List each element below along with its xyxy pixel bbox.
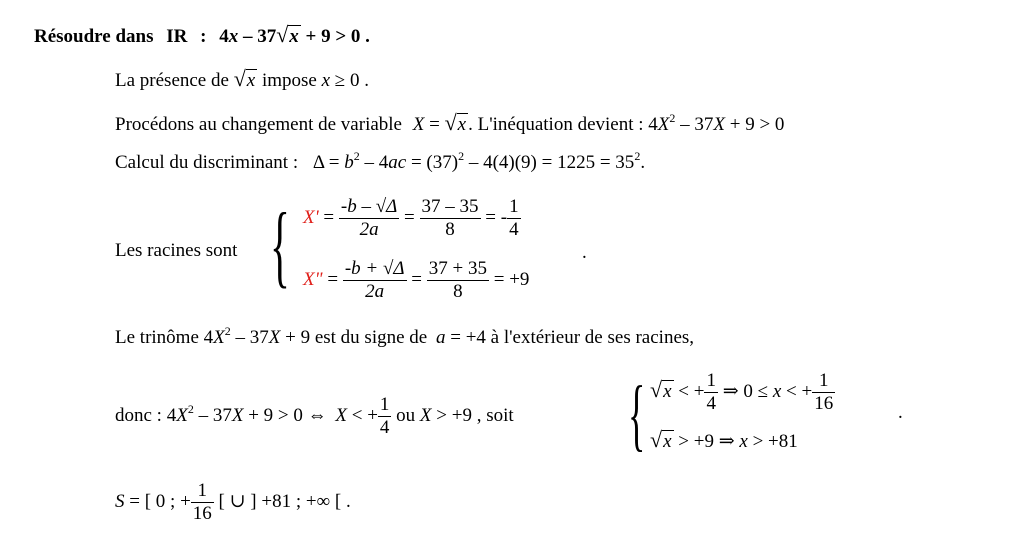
presence-radicand: x	[246, 70, 256, 91]
conclusion-square: 2	[187, 401, 194, 416]
root-1-eq-2: =	[399, 206, 420, 228]
conclusion-ou: ou	[391, 404, 420, 426]
sign-text-b: + 9 est du signe de	[280, 327, 428, 348]
discriminant-text: Calcul du discriminant :	[115, 152, 299, 173]
root-1-numerator-2: 37 – 35	[421, 196, 479, 217]
title-expr-c: + 9 > 0 .	[300, 26, 370, 47]
substitution-line	[115, 110, 784, 136]
substitution-text-b: . L'inéquation devient : 4	[468, 114, 658, 135]
case-2-b: > +81	[747, 431, 798, 452]
root-1-eq: =	[318, 206, 339, 228]
conclusion-fraction	[378, 394, 392, 439]
root-2-numerator-2: 37 + 35	[428, 258, 487, 279]
conclusion-X4: X	[419, 404, 432, 426]
discriminant-ac: ac	[388, 152, 407, 173]
conclusion-text-b: + 9 > 0 ⇔	[243, 404, 332, 426]
case-1-fraction-2	[812, 370, 835, 415]
root-1-denominator: 2a	[359, 219, 379, 240]
substitution-radicand: x	[457, 114, 467, 135]
presence-cond: ≥ 0 .	[330, 70, 369, 91]
discriminant-delta: Δ	[312, 152, 325, 173]
case-1-c: < +	[781, 380, 813, 402]
root-2-denominator: 2a	[365, 281, 385, 302]
conclusion-X2: X	[231, 404, 244, 426]
sign-text-c: = +4 à l'extérieur de ses racines,	[445, 327, 695, 348]
substitution-mid: – 37	[675, 114, 714, 135]
root-1-name: X'	[303, 206, 319, 228]
root-1-fraction	[339, 196, 399, 241]
case-1-fraction	[704, 370, 718, 415]
root-2-eq-2: =	[406, 268, 427, 290]
conclusion-fraction-den: 4	[379, 417, 390, 438]
case-2-a: > +9 ⇒	[673, 431, 740, 452]
discriminant-line	[115, 149, 646, 174]
roots-brace-icon: {	[270, 194, 290, 296]
substitution-var: X	[412, 114, 425, 135]
root-2-numerator: -b + √Δ	[344, 258, 405, 279]
root-2-eq: =	[322, 268, 343, 290]
conclusion-X3: X	[335, 404, 347, 426]
solution-b: [ ∪ ] +81 ; +∞ [ .	[213, 490, 351, 512]
substitution-X2: X	[713, 114, 725, 135]
case-2-sqrt: √x	[650, 427, 672, 452]
substitution-X1: X	[657, 114, 670, 135]
roots-label: Les racines sont	[115, 240, 238, 261]
sign-line	[115, 324, 695, 349]
root-2	[303, 258, 529, 303]
discriminant-dot: .	[640, 152, 646, 173]
solution-a: = [ 0 ; +	[124, 490, 191, 512]
case-1-a: < +	[673, 380, 705, 402]
discriminant-b: b	[344, 152, 354, 173]
problem-title	[34, 22, 370, 48]
root-1	[303, 196, 521, 241]
root-2-name: X"	[303, 268, 323, 290]
discriminant-square-2: 2	[458, 149, 465, 163]
conclusion-text: donc : 4	[115, 404, 177, 426]
substitution-sqrt: √x	[444, 110, 467, 135]
solution-fraction	[191, 480, 214, 525]
presence-impose: impose	[261, 70, 317, 91]
conclusion-brace-icon: {	[628, 371, 646, 459]
case-1-num: 1	[706, 370, 716, 391]
root-1-numerator: -b – √Δ	[340, 196, 398, 217]
conclusion-text-c: < +	[346, 404, 378, 426]
root-1-result-sign: = -	[480, 206, 508, 228]
discriminant-b-square: 2	[353, 149, 360, 163]
sign-square: 2	[224, 324, 231, 338]
root-1-result	[507, 196, 521, 241]
discriminant-minus: – 4	[359, 152, 389, 173]
case-1	[650, 370, 835, 415]
discriminant-rest: = (37)	[406, 152, 459, 173]
presence-cond-x: x	[321, 70, 331, 91]
discriminant-rest-2: – 4(4)(9) = 1225 = 35	[464, 152, 635, 173]
title-prefix: Résoudre dans	[34, 26, 154, 47]
substitution-end: + 9 > 0	[725, 114, 785, 135]
root-2-denominator-2: 8	[453, 281, 463, 302]
conclusion-X1: X	[176, 404, 188, 426]
case-1-b: ⇒ 0 ≤	[717, 380, 773, 402]
case-1-x: x	[772, 380, 782, 402]
case-1-sqrt: √x	[650, 376, 672, 402]
conclusion-line	[115, 394, 514, 439]
sign-X2: X	[268, 327, 281, 348]
solution-den: 16	[192, 503, 212, 524]
root-1-result-num: 1	[509, 196, 519, 217]
substitution-text: Procédons au changement de variable	[115, 114, 402, 135]
title-colon: :	[200, 26, 207, 47]
case-1-den-2: 16	[814, 393, 834, 414]
title-sqrt: √x	[276, 22, 299, 47]
root-1-denominator-2: 8	[445, 219, 455, 240]
sign-a: a	[435, 327, 446, 348]
case-2-x: x	[739, 431, 748, 452]
conclusion-fraction-num: 1	[379, 394, 390, 415]
title-expr-b: – 37	[238, 26, 277, 47]
sign-text: Le trinôme 4	[115, 327, 214, 348]
presence-sqrt: √x	[233, 66, 256, 91]
substitution-eq: =	[424, 114, 445, 135]
discriminant-square-3: 2	[634, 149, 641, 163]
title-expr-a: 4	[219, 26, 229, 47]
presence-line	[115, 66, 369, 92]
case-2-radicand: x	[663, 431, 672, 452]
solution-num: 1	[191, 480, 214, 503]
sign-mid: – 37	[230, 327, 269, 348]
solution-S: S	[115, 490, 125, 512]
case-1-den: 4	[706, 393, 716, 414]
conclusion-dot: .	[898, 402, 903, 423]
root-2-fraction	[343, 258, 407, 303]
conclusion-mid: – 37	[193, 404, 232, 426]
root-2-result: = +9	[488, 268, 530, 290]
conclusion-soit: > +9 , soit	[431, 404, 514, 426]
discriminant-eq: =	[324, 152, 345, 173]
presence-text: La présence de	[115, 70, 229, 91]
title-set: IR	[166, 26, 188, 47]
root-1-result-den: 4	[509, 219, 519, 240]
solution-line	[115, 480, 351, 525]
substitution-square: 2	[669, 111, 676, 125]
root-2-fraction-2	[427, 258, 489, 303]
sign-X1: X	[213, 327, 225, 348]
case-1-num-2: 1	[812, 370, 835, 393]
case-1-radicand: x	[663, 380, 672, 402]
title-radicand: x	[289, 26, 299, 47]
root-1-fraction-2	[420, 196, 481, 241]
case-2	[650, 427, 798, 453]
title-expr-x: x	[228, 26, 239, 47]
roots-dot: .	[582, 242, 587, 263]
